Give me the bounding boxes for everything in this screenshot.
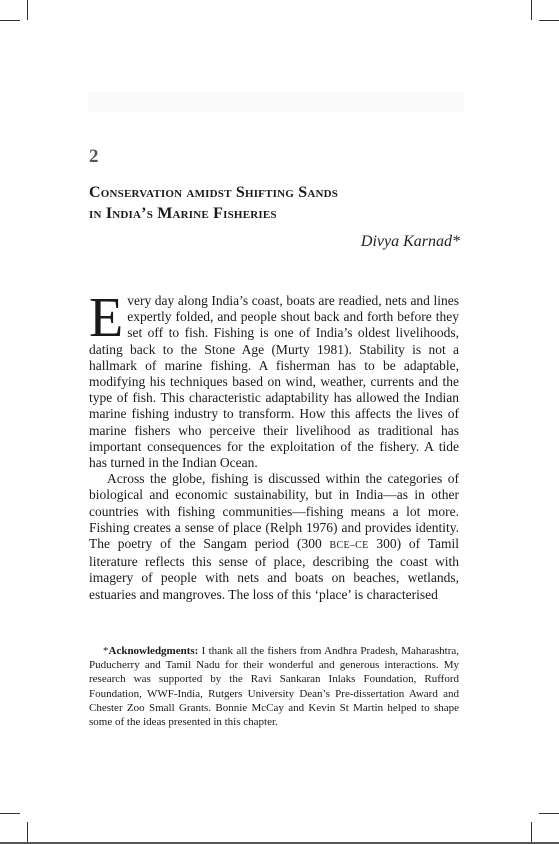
header-shade-band (88, 92, 464, 112)
crop-mark-bottom-left-h (0, 813, 20, 814)
drop-cap: E (89, 287, 124, 349)
paragraph-2-text-a: Across the globe, fishing is discussed within the categories of biological and economic sustainability, but in India—as in other countries with fishing communities—fishing means a lot more. Fishing creates a sense of place (Relph 1976) and provides identity. The poetry of the Sangam period (300 (89, 471, 459, 552)
footnote-heading: Acknowledgments: (108, 645, 199, 657)
footnote-marker: * (103, 645, 109, 657)
crop-mark-bottom-left (27, 822, 28, 842)
paragraph-1-text: very day along India’s coast, boats are readied, nets and lines expertly folded, and people shout back and forth before they set off to fish. Fishing is one of India’s oldest livelihoods, dating back to the Stone Age (Murty 1981). Stability is not a hallmark of marine fishing. A fisherman has to be adaptable, modifying his techniques based on wind, weather, currents and the type of fish. This characteristic adaptability has allowed the Indian marine fishing industry to transform. How this affects the lives of marine fishers who perceive their livelihood as traditional has important consequences for the exploitation of the fishery. A tide has turned in the Indian Ocean. (89, 293, 459, 471)
crop-mark-top-left-h (0, 20, 20, 21)
acknowledgments-footnote (89, 644, 459, 729)
chapter-author: Divya Karnad* (360, 233, 460, 250)
paragraph-1 (89, 287, 459, 471)
paragraph-2 (89, 471, 459, 603)
crop-mark-top-left (27, 0, 28, 20)
crop-mark-bottom-right-h (539, 813, 559, 814)
chapter-number: 2 (89, 146, 99, 167)
chapter-title-line-2: in India’s Marine Fisheries (89, 205, 277, 222)
chapter-body (89, 287, 459, 603)
paragraph-2-text-b: 300) of Tamil literature reflects this sense of place, describing the coast with imagery of people with nets and boats on beaches, wetlands, estuaries and mangroves. The loss of this ‘place’ is characterised (89, 536, 459, 602)
era-abbreviation: BCE–CE (329, 540, 369, 552)
crop-mark-bottom-right (531, 822, 532, 842)
crop-mark-top-right-h (539, 20, 559, 21)
crop-mark-top-right (531, 0, 532, 20)
chapter-title-line-1: Conservation amidst Shifting Sands (89, 184, 339, 201)
chapter-title (89, 182, 461, 224)
footnote-text: I thank all the fishers from Andhra Pradesh, Maharashtra, Puducherry and Tamil Nadu for their wonderful and generous interactions. My research was supported by the Ravi Sankaran Inlaks Foundation, Rufford Foundation, WWF-India, Rutgers University Dean’s Pre-dissertation Award and Chester Zoo Small Grants. Bonnie McCay and Kevin St Martin helped to shape some of the ideas presented in this chapter. (89, 645, 459, 729)
